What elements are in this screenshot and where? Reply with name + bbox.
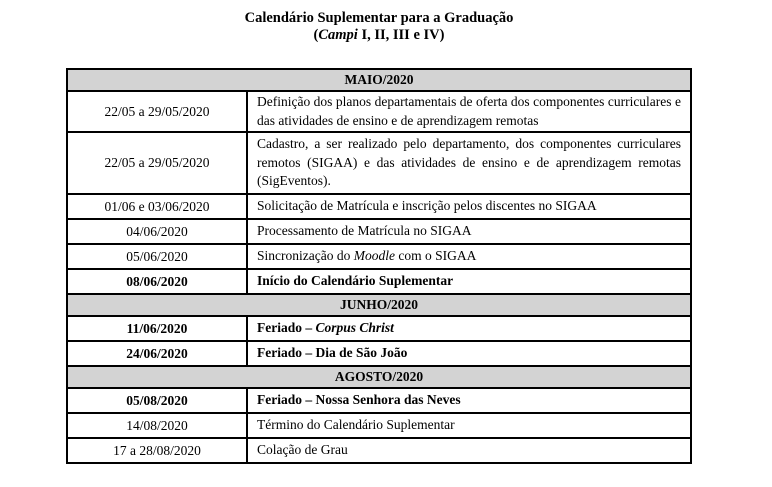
table-row bbox=[67, 269, 691, 294]
section-title: AGOSTO/2020 bbox=[67, 366, 691, 388]
table-row bbox=[67, 341, 691, 366]
date-cell: 17 a 28/08/2020 bbox=[67, 438, 247, 463]
description-cell: Definição dos planos departamentais de oferta dos componentes curriculares e das atividades de ensino e de aprendizagem remotas bbox=[247, 91, 691, 132]
table-row bbox=[67, 316, 691, 341]
table-row bbox=[67, 194, 691, 219]
date-cell: 22/05 a 29/05/2020 bbox=[67, 91, 247, 132]
description-cell: Feriado – Dia de São João bbox=[247, 341, 691, 366]
description-text-pre: Sincronização do bbox=[257, 248, 354, 264]
section-header-row-maio bbox=[67, 69, 691, 91]
date-cell: 01/06 e 03/06/2020 bbox=[67, 194, 247, 219]
description-cell: Início do Calendário Suplementar bbox=[247, 269, 691, 294]
description-cell bbox=[247, 244, 691, 269]
description-text-pre: Feriado – bbox=[257, 320, 316, 336]
date-cell: 24/06/2020 bbox=[67, 341, 247, 366]
section-header-row-junho bbox=[67, 294, 691, 316]
description-cell bbox=[247, 316, 691, 341]
date-cell: 22/05 a 29/05/2020 bbox=[67, 132, 247, 194]
title-line-2-campi: Campi bbox=[318, 27, 358, 43]
description-cell: Cadastro, a ser realizado pelo departamento, dos componentes curriculares remotos (SIGAA) e das atividades de ensino e de aprendizagem remotas (SigEventos). bbox=[247, 132, 691, 194]
title-line-1: Calendário Suplementar para a Graduação bbox=[244, 10, 514, 26]
date-cell: 08/06/2020 bbox=[67, 269, 247, 294]
description-cell: Término do Calendário Suplementar bbox=[247, 413, 691, 438]
date-cell: 11/06/2020 bbox=[67, 316, 247, 341]
date-cell: 14/08/2020 bbox=[67, 413, 247, 438]
date-cell: 05/08/2020 bbox=[67, 388, 247, 413]
description-text-italic: Corpus Christ bbox=[315, 320, 394, 336]
section-header-row-agosto bbox=[67, 366, 691, 388]
description-cell: Solicitação de Matrícula e inscrição pelos discentes no SIGAA bbox=[247, 194, 691, 219]
description-cell: Feriado – Nossa Senhora das Neves bbox=[247, 388, 691, 413]
description-text-italic: Moodle bbox=[353, 248, 395, 264]
table-row bbox=[67, 413, 691, 438]
date-cell: 05/06/2020 bbox=[67, 244, 247, 269]
description-text-post: com o SIGAA bbox=[394, 248, 477, 264]
table-row bbox=[67, 244, 691, 269]
document-title bbox=[66, 10, 692, 44]
description-cell: Colação de Grau bbox=[247, 438, 691, 463]
table-row bbox=[67, 219, 691, 244]
table-row bbox=[67, 388, 691, 413]
description-cell: Processamento de Matrícula no SIGAA bbox=[247, 219, 691, 244]
title-line-2-open-paren: ( bbox=[313, 27, 319, 43]
section-title: JUNHO/2020 bbox=[67, 294, 691, 316]
date-cell: 04/06/2020 bbox=[67, 219, 247, 244]
section-title: MAIO/2020 bbox=[67, 69, 691, 91]
table-row bbox=[67, 91, 691, 132]
calendar-table bbox=[66, 68, 692, 464]
table-row bbox=[67, 132, 691, 194]
table-row bbox=[67, 438, 691, 463]
title-line-2-rest: I, II, III e IV) bbox=[357, 27, 445, 43]
title-line-2 bbox=[66, 27, 692, 44]
